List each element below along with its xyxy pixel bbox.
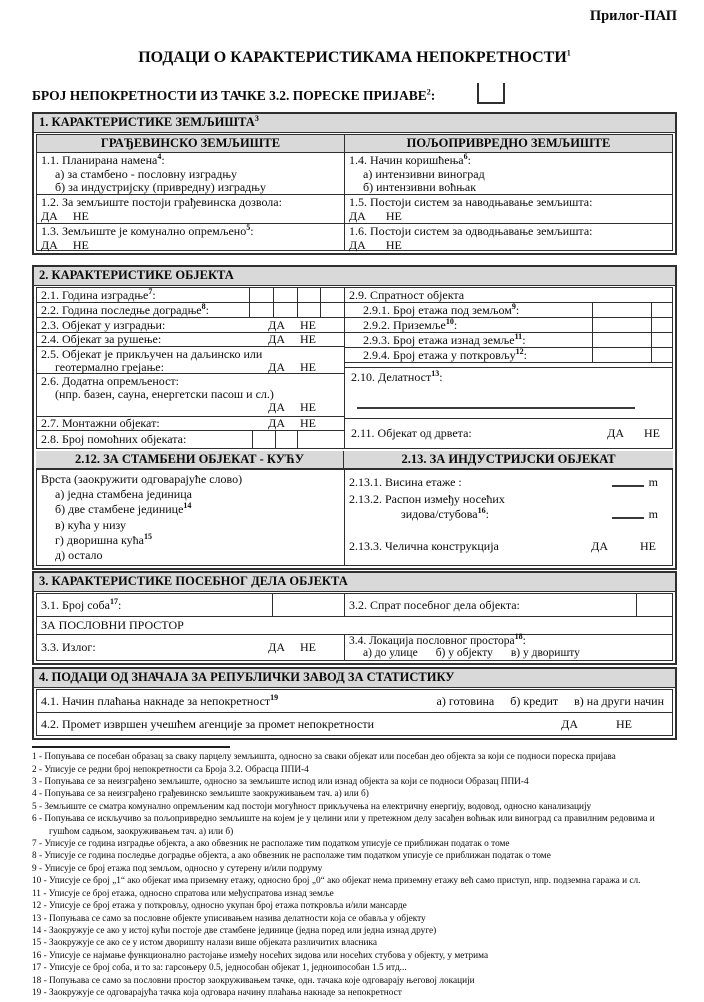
footnote-separator bbox=[32, 746, 230, 748]
field-1-4-option-a[interactable]: а) интензивни виноград bbox=[363, 166, 485, 181]
field-3-3-yes[interactable]: ДА bbox=[268, 640, 285, 655]
field-3-2-value-cell[interactable] bbox=[636, 594, 672, 616]
footnotes bbox=[32, 746, 677, 999]
field-2-1-year-cells bbox=[249, 288, 344, 302]
field-4-1 bbox=[37, 690, 672, 713]
field-4-1-label: 4.1. Начин плаћања накнаде за непокретност$^{19}$ bbox=[41, 692, 279, 708]
footnote-4: 4 - Попуњава се за неизграђено грађевинско земљиште заокруживањем тач. а) или б) bbox=[32, 789, 369, 800]
year-cell[interactable] bbox=[320, 303, 344, 317]
field-2-4 bbox=[37, 333, 344, 347]
field-3-2-label: 3.2. Спрат посебног дела објекта: bbox=[349, 597, 520, 612]
field-1-2-yes[interactable]: ДА bbox=[41, 208, 58, 223]
meters-unit: m bbox=[648, 507, 658, 521]
field-1-2-no[interactable]: НЕ bbox=[72, 208, 89, 223]
field-2-13-2 bbox=[345, 492, 672, 524]
field-2-4-no[interactable]: НЕ bbox=[300, 332, 316, 346]
section-2-right-column bbox=[344, 288, 672, 448]
field-3-3 bbox=[37, 635, 344, 660]
footnote-17: 17 - Уписује се број соба, и то за: гарсоњеру 0.5, једнособан објекат 1, једноипособан 1.5 итд... bbox=[32, 963, 407, 974]
field-2-12-option-a[interactable]: а) једна стамбена јединица bbox=[55, 487, 192, 502]
field-1-3-label: 1.3. Земљиште је комунално опремљено$^5$: bbox=[41, 223, 254, 238]
field-2-6-label: 2.6. Додатна опремљеност: bbox=[41, 374, 179, 388]
field-3-1-label: 3.1. Број соба$^{17}$: bbox=[41, 596, 122, 612]
year-cell[interactable] bbox=[273, 288, 297, 302]
field-2-6-note: (нпр. базен, сауна, енергетски пасош и сл.) bbox=[55, 387, 274, 401]
field-2-6-yes[interactable]: ДА bbox=[268, 400, 285, 414]
footnote-15: 15 - Заокружује се ако се у истом дворишту налази више објеката различитих власника bbox=[32, 938, 377, 949]
field-2-1-label: 2.1. Година изградње$^7$: bbox=[41, 286, 156, 302]
field-1-2 bbox=[37, 195, 344, 224]
field-2-8-label: 2.8. Број помоћних објеката: bbox=[41, 432, 187, 446]
field-4-1-option-a[interactable]: а) готовина bbox=[436, 693, 495, 708]
year-cell[interactable] bbox=[320, 288, 344, 302]
field-2-9-2-label: 2.9.2. Приземље$^{10}$: bbox=[363, 316, 458, 332]
footnote-19: 19 - Заокружује се одговарајућа тачка која одговара начину плаћања накнаде за непокретност bbox=[32, 987, 402, 998]
footnote-12: 12 - Уписује се број етажа у поткровљу, односно укупан број етажа поткровља и/или мансарде bbox=[32, 901, 407, 912]
field-1-5-label: 1.5. Постоји систем за наводњавање земљишта: bbox=[349, 195, 593, 209]
field-2-3-yes[interactable]: ДА bbox=[268, 317, 285, 332]
field-2-12-type bbox=[37, 470, 344, 565]
field-1-3 bbox=[37, 224, 344, 250]
field-2-2-year-cells bbox=[249, 303, 344, 317]
footnote-10: 10 - Уписује се број „1“ ако објекат има приземну етажу, односно број „0“ ако објекат нема приземну етажу већ само приступ, нпр. подземна гаража и сл. bbox=[32, 876, 641, 887]
section-3-title: 3. КАРАКТЕРИСТИКЕ ПОСЕБНОГ ДЕЛА ОБЈЕКТА bbox=[34, 573, 675, 592]
field-2-7-yes[interactable]: ДА bbox=[268, 416, 285, 430]
property-number-label: БРОЈ НЕПОКРЕТНОСТИ ИЗ ТАЧКЕ 3.2. ПОРЕСКЕ ПРИЈАВЕ$^2$: bbox=[32, 87, 436, 103]
form-page bbox=[32, 0, 677, 999]
field-2-13-2-label-line2: зидова/стубова$^{16}$: bbox=[401, 506, 489, 521]
field-2-10 bbox=[345, 368, 672, 419]
column-head-construction-land: ГРАЂЕВИНСКО ЗЕМЉИШТЕ bbox=[37, 135, 344, 153]
footnote-13: 13 - Попуњава се само за пословне објекте уписивањем назива делатности која се обавља у објекту bbox=[32, 913, 426, 924]
field-2-12-option-v[interactable]: в) кућа у низу bbox=[55, 517, 126, 532]
field-2-9-3-value-cell[interactable] bbox=[592, 333, 652, 347]
footnote-11: 11 - Уписује се број етажа, односно спратова или међуспратова изнад земље bbox=[32, 888, 334, 899]
field-2-2-label: 2.2. Година последње доградње$^8$: bbox=[41, 301, 209, 317]
field-2-10-write-in-line[interactable] bbox=[357, 407, 635, 409]
field-2-4-label: 2.4. Објекат за рушење: bbox=[41, 332, 162, 346]
footnote-6: 6 - Попуњава се искључиво за пољопривредно земљиште на којем је у целини или у претежном делу засађен воћњак или виноград са правилним редовима и гушћом садњом, заокруживањем тач. а) или б) bbox=[32, 814, 655, 837]
field-3-2 bbox=[344, 594, 672, 617]
field-1-2-label: 1.2. За земљиште постоји грађевинска дозвола: bbox=[41, 195, 282, 209]
field-1-5 bbox=[344, 195, 672, 224]
page-title-text: ПОДАЦИ О КАРАКТЕРИСТИКАМА НЕПОКРЕТНОСТИ bbox=[138, 49, 567, 66]
field-2-13-group bbox=[344, 470, 672, 565]
field-2-5 bbox=[37, 347, 344, 374]
field-1-3-no[interactable]: НЕ bbox=[72, 237, 89, 252]
field-1-4-option-b[interactable]: б) интензивни воћњак bbox=[363, 180, 477, 194]
field-2-13-3-yes[interactable]: ДА bbox=[591, 538, 608, 553]
field-4-2-no[interactable]: НЕ bbox=[616, 716, 632, 731]
field-2-11-yes[interactable]: ДА bbox=[607, 426, 624, 440]
field-2-5-label-line2: геотермално грејање: bbox=[55, 360, 164, 374]
field-3-1 bbox=[37, 594, 344, 617]
field-2-8-count-cells bbox=[252, 431, 298, 448]
field-2-9-3-label: 2.9.3. Број етажа изнад земље$^{11}$: bbox=[363, 331, 526, 347]
field-4-2-yes[interactable]: ДА bbox=[561, 716, 578, 731]
section-3-special-part bbox=[32, 571, 677, 665]
field-2-3-no[interactable]: НЕ bbox=[300, 317, 316, 332]
meters-unit: m bbox=[648, 474, 658, 489]
field-1-5-no[interactable]: НЕ bbox=[385, 208, 402, 223]
field-2-9-3 bbox=[345, 333, 672, 348]
field-1-6 bbox=[344, 224, 672, 250]
field-2-9-1 bbox=[345, 303, 672, 318]
field-2-4-yes[interactable]: ДА bbox=[268, 332, 285, 346]
field-2-7-label: 2.7. Монтажни објекат: bbox=[41, 416, 160, 430]
field-2-10-label: 2.10. Делатност$^{13}$: bbox=[351, 369, 443, 384]
field-2-13-1-label: 2.13.1. Висина етаже : bbox=[349, 474, 462, 489]
field-1-3-yes[interactable]: ДА bbox=[41, 237, 58, 252]
section-4-title: 4. ПОДАЦИ ОД ЗНАЧАЈА ЗА РЕПУБЛИЧКИ ЗАВОД ЗА СТАТИСТИКУ bbox=[34, 669, 675, 688]
field-2-11 bbox=[345, 419, 672, 448]
field-2-11-label: 2.11. Објекат од дрвета: bbox=[351, 426, 472, 440]
footnote-8: 8 - Уписује се година последње доградње објекта, а ако обвезник не располаже тим податком уписује се приближан податак о томе bbox=[32, 851, 551, 862]
field-3-4-option-v[interactable]: в) у дворишту bbox=[510, 647, 580, 660]
count-cell[interactable] bbox=[252, 431, 275, 448]
field-2-9-4-value-cell[interactable] bbox=[592, 348, 652, 362]
page-title-footnote-ref: 1 bbox=[566, 48, 571, 58]
field-1-6-no[interactable]: НЕ bbox=[385, 237, 402, 252]
field-1-1-option-b[interactable]: б) за индустријску (привредну) изградњу bbox=[55, 180, 266, 194]
footnote-16: 16 - Уписује се најмање функционално растојање између носећих зидова или носећих стубова у објекту, у метрима bbox=[32, 950, 489, 961]
field-2-5-no[interactable]: НЕ bbox=[300, 360, 316, 374]
footnote-3: 3 - Попуњава се за неизграђено земљиште, односно за земљиште испод или изнад објекта за који се подноси Образац ППИ-4 bbox=[32, 777, 529, 788]
field-2-6-no[interactable]: НЕ bbox=[300, 400, 316, 414]
field-1-1-label: 1.1. Планирана намена$^4$: bbox=[41, 152, 165, 167]
business-space-heading: ЗА ПОСЛОВНИ ПРОСТОР bbox=[37, 617, 672, 635]
field-2-1 bbox=[37, 288, 344, 303]
field-2-13-3-label: 2.13.3. Челична конструкција bbox=[349, 538, 499, 553]
field-1-4-label: 1.4. Начин коришћења$^6$: bbox=[349, 152, 471, 167]
page-title bbox=[32, 49, 677, 67]
field-2-13-1-write-in-line[interactable] bbox=[612, 485, 644, 487]
field-4-2-label: 4.2. Промет извршен учешћем агенције за промет непокретности bbox=[41, 716, 374, 731]
section-2-left-column bbox=[37, 288, 344, 448]
field-3-1-value-cell[interactable] bbox=[272, 594, 344, 616]
field-2-2 bbox=[37, 303, 344, 318]
field-2-9-4 bbox=[345, 348, 672, 363]
field-1-5-yes[interactable]: ДА bbox=[349, 208, 366, 223]
field-1-4 bbox=[344, 153, 672, 195]
field-2-9-header: 2.9. Спратност објекта bbox=[345, 288, 672, 303]
footnote-7: 7 - Уписује се година изградње објекта, а ако обвезник не располаже тим податком уписује се приближан податак о томе bbox=[32, 839, 510, 850]
form-code-label: Прилог-ПАП bbox=[589, 8, 677, 24]
section-2-building-characteristics bbox=[32, 265, 677, 570]
field-2-5-label-line1: 2.5. Објекат је прикључен на даљинско или bbox=[41, 347, 263, 361]
field-3-4 bbox=[344, 632, 672, 660]
field-1-1 bbox=[37, 153, 344, 195]
year-cell[interactable] bbox=[249, 303, 273, 317]
footnote-1: 1 - Попуњава се посебан образац за сваку парцелу земљишта, односно за сваки објекат или посебан део објекта за који се подноси пореска пријава bbox=[32, 752, 616, 763]
year-cell[interactable] bbox=[297, 303, 321, 317]
section-4-statistics bbox=[32, 667, 677, 740]
field-4-1-option-b[interactable]: б) кредит bbox=[510, 693, 559, 708]
field-2-12-intro: Врста (заокружити одговарајуће слово) bbox=[41, 472, 243, 486]
field-2-12-option-d[interactable]: д) остало bbox=[55, 548, 103, 563]
field-2-9-1-value-cell[interactable] bbox=[592, 303, 652, 317]
field-3-4-option-b[interactable]: б) у објекту bbox=[435, 647, 493, 660]
field-1-6-label: 1.6. Постоји систем за одводњавање земљишта: bbox=[349, 224, 593, 238]
field-2-7 bbox=[37, 417, 344, 431]
count-cell[interactable] bbox=[275, 431, 299, 448]
field-3-3-no[interactable]: НЕ bbox=[300, 640, 316, 655]
field-2-9-1-label: 2.9.1. Број етажа под земљом$^9$: bbox=[363, 301, 520, 317]
footnote-9: 9 - Уписује се број етажа под земљом, односно у сутерену и/или подруму bbox=[32, 863, 323, 874]
field-3-4-option-a[interactable]: а) до улице bbox=[363, 647, 418, 660]
subheader-2-12: 2.12. ЗА СТАМБЕНИ ОБЈЕКАТ - КУЋУ bbox=[74, 452, 305, 466]
section-2-subheaders bbox=[36, 451, 673, 469]
field-3-3-label: 3.3. Излог: bbox=[41, 640, 96, 655]
field-2-13-3 bbox=[345, 536, 672, 556]
field-2-7-no[interactable]: НЕ bbox=[300, 416, 316, 430]
footnote-14: 14 - Заокружује се ако у истој кући постоје две стамбене јединице (једна поред или једна изнад друге) bbox=[32, 925, 437, 936]
footnote-2: 2 - Уписује се редни број непокретности са Броја 3.2. Обрасца ППИ-4 bbox=[32, 764, 309, 775]
field-2-11-no[interactable]: НЕ bbox=[644, 426, 660, 440]
field-2-13-2-label-line1: 2.13.2. Распон између носећих bbox=[349, 492, 505, 506]
field-2-3 bbox=[37, 318, 344, 333]
footnote-18: 18 - Попуњава се само за пословни простор заокруживањем тачке, одн. тачака које одговарају његовој локацији bbox=[32, 975, 475, 986]
year-cell[interactable] bbox=[273, 303, 297, 317]
field-1-1-option-a[interactable]: а) за стамбено - пословну изградњу bbox=[55, 166, 238, 181]
field-2-12-option-b[interactable]: б) две стамбене јединице$^{14}$ bbox=[55, 501, 192, 517]
field-2-6 bbox=[37, 374, 344, 417]
field-2-9-4-label: 2.9.4. Број етажа у поткровљу$^{12}$: bbox=[363, 346, 527, 362]
field-2-8 bbox=[37, 431, 344, 448]
field-4-1-option-v[interactable]: в) на други начин bbox=[574, 693, 664, 708]
column-head-agricultural-land: ПОЉОПРИВРЕДНО ЗЕМЉИШТЕ bbox=[344, 135, 672, 153]
property-number-box[interactable] bbox=[477, 83, 505, 104]
field-2-12-option-g[interactable]: г) дворишна кућа$^{15}$ bbox=[55, 531, 153, 547]
section-1-title: 1. КАРАКТЕРИСТИКЕ ЗЕМЉИШТА$^3$ bbox=[34, 114, 675, 133]
field-2-13-3-no[interactable]: НЕ bbox=[640, 538, 656, 553]
section-1-land-characteristics bbox=[32, 112, 677, 255]
field-2-5-yes[interactable]: ДА bbox=[268, 360, 285, 374]
field-2-13-1 bbox=[345, 472, 672, 492]
year-cell[interactable] bbox=[297, 288, 321, 302]
property-number-row bbox=[32, 83, 677, 104]
field-1-6-yes[interactable]: ДА bbox=[349, 237, 366, 252]
subheader-2-13: 2.13. ЗА ИНДУСТРИЈСКИ ОБЈЕКАТ bbox=[343, 451, 673, 468]
field-3-4-label: 3.4. Локација пословног простора$^{18}$: bbox=[349, 632, 526, 648]
field-2-9-2-value-cell[interactable] bbox=[592, 318, 652, 332]
field-2-9-2 bbox=[345, 318, 672, 333]
field-4-2 bbox=[37, 713, 672, 735]
footnote-5: 5 - Земљиште се сматра комунално опремљеним кад постоји могућност прикључења на електричну енергију, водовод, односно канализацију bbox=[32, 801, 592, 812]
field-2-13-2-write-in-line[interactable] bbox=[612, 517, 644, 519]
year-cell[interactable] bbox=[249, 288, 273, 302]
field-2-3-label: 2.3. Објекат у изградњи: bbox=[41, 317, 166, 332]
section-2-title: 2. КАРАКТЕРИСТИКЕ ОБЈЕКТА bbox=[34, 267, 675, 286]
